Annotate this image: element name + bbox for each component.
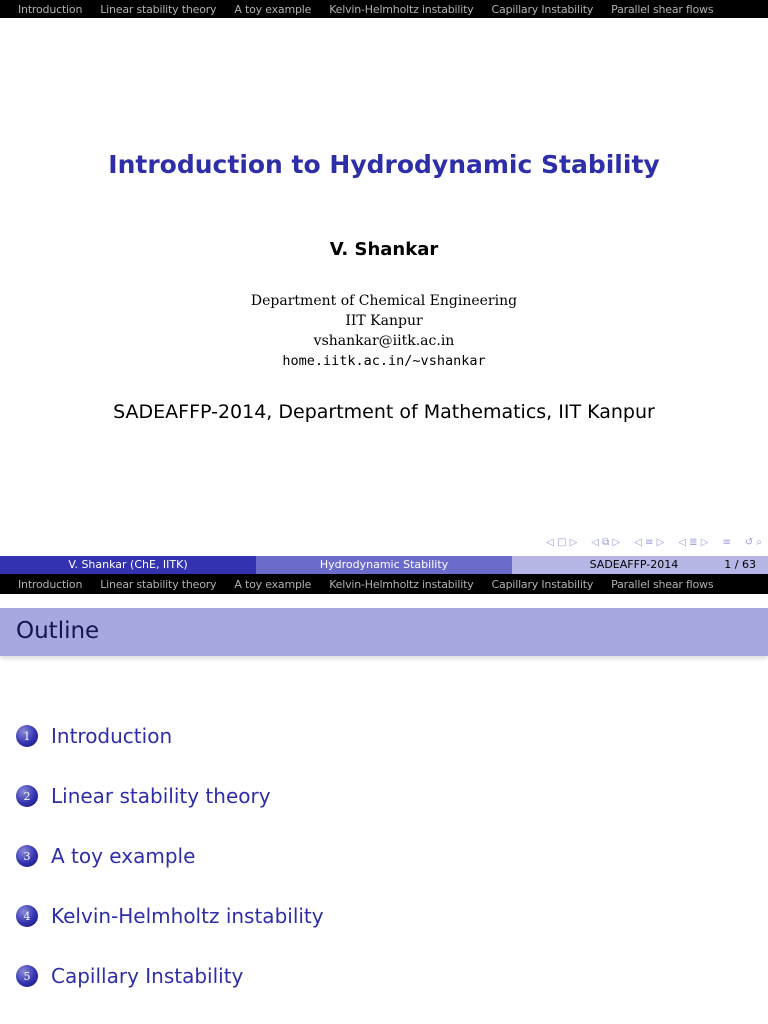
- nav-linear-stability-theory[interactable]: Linear stability theory: [100, 2, 217, 16]
- footer-author: V. Shankar (ChE, IITK): [0, 556, 256, 574]
- outline-item-capillary[interactable]: [16, 961, 243, 991]
- nav-kelvin-helmholtz[interactable]: Kelvin-Helmholtz instability: [329, 2, 474, 16]
- section-navbar-second: [0, 574, 768, 594]
- outline-item-kelvin-helmholtz[interactable]: [16, 901, 324, 931]
- nav-parallel-shear-flows[interactable]: Parallel shear flows: [611, 577, 714, 591]
- outline-item-label: Capillary Instability: [51, 964, 244, 988]
- nav-capillary-instability[interactable]: Capillary Instability: [491, 577, 594, 591]
- nav-kelvin-helmholtz[interactable]: Kelvin-Helmholtz instability: [329, 577, 474, 591]
- number-ball-icon: 2: [16, 785, 38, 807]
- outline-item-label: Kelvin-Helmholtz instability: [51, 904, 324, 928]
- search-nav-icon[interactable]: ↺ ⌕: [744, 537, 762, 548]
- department: Department of Chemical Engineering: [250, 293, 518, 309]
- number-ball-icon: 3: [16, 845, 38, 867]
- outline-item-label: A toy example: [51, 844, 196, 868]
- number-ball-icon: 4: [16, 905, 38, 927]
- nav-parallel-shear-flows[interactable]: Parallel shear flows: [611, 2, 714, 16]
- number-ball-icon: 1: [16, 725, 38, 747]
- title-slide: [0, 36, 768, 556]
- presentation-title: Introduction to Hydrodynamic Stability: [108, 150, 660, 179]
- outline-item-label: Linear stability theory: [51, 784, 271, 808]
- nav-toy-example[interactable]: A toy example: [234, 577, 312, 591]
- frame-title: Outline: [16, 618, 100, 644]
- beamer-nav-symbols: [546, 537, 762, 548]
- slide-nav-icon[interactable]: ◁ □ ▷: [546, 537, 578, 548]
- page-counter: 1 / 63: [724, 558, 756, 571]
- number-ball-icon: 5: [16, 965, 38, 987]
- author-name: V. Shankar: [329, 239, 439, 260]
- footer-right: [512, 556, 768, 574]
- outline-item-label: Introduction: [51, 724, 173, 748]
- nav-capillary-instability[interactable]: Capillary Instability: [491, 2, 594, 16]
- nav-linear-stability-theory[interactable]: Linear stability theory: [100, 577, 217, 591]
- section-nav-icon[interactable]: ◁ ≣ ▷: [678, 537, 709, 548]
- outline-item-toy-example[interactable]: [16, 841, 195, 871]
- footer-conference: SADEAFFP-2014: [589, 558, 679, 571]
- homepage-url: home.iitk.ac.in/~vshankar: [282, 353, 486, 369]
- subsection-nav-icon[interactable]: ◁ ≡ ▷: [634, 537, 665, 548]
- frame-title-bar: [0, 608, 768, 656]
- slide-footer: [0, 556, 768, 574]
- align-nav-icon[interactable]: ≡: [722, 537, 731, 548]
- outline-item-linear-stability[interactable]: [16, 781, 271, 811]
- footer-title: Hydrodynamic Stability: [256, 556, 512, 574]
- outline-item-introduction[interactable]: [16, 721, 172, 751]
- email: vshankar@iitk.ac.in: [313, 333, 455, 349]
- nav-toy-example[interactable]: A toy example: [234, 2, 312, 16]
- frame-nav-icon[interactable]: ◁ ⧉ ▷: [591, 537, 621, 548]
- nav-introduction[interactable]: Introduction: [18, 2, 83, 16]
- event-info: SADEAFFP-2014, Department of Mathematics, IIT Kanpur: [113, 401, 655, 423]
- institute: IIT Kanpur: [345, 313, 423, 329]
- nav-introduction[interactable]: Introduction: [18, 577, 83, 591]
- section-navbar-top: [0, 0, 768, 18]
